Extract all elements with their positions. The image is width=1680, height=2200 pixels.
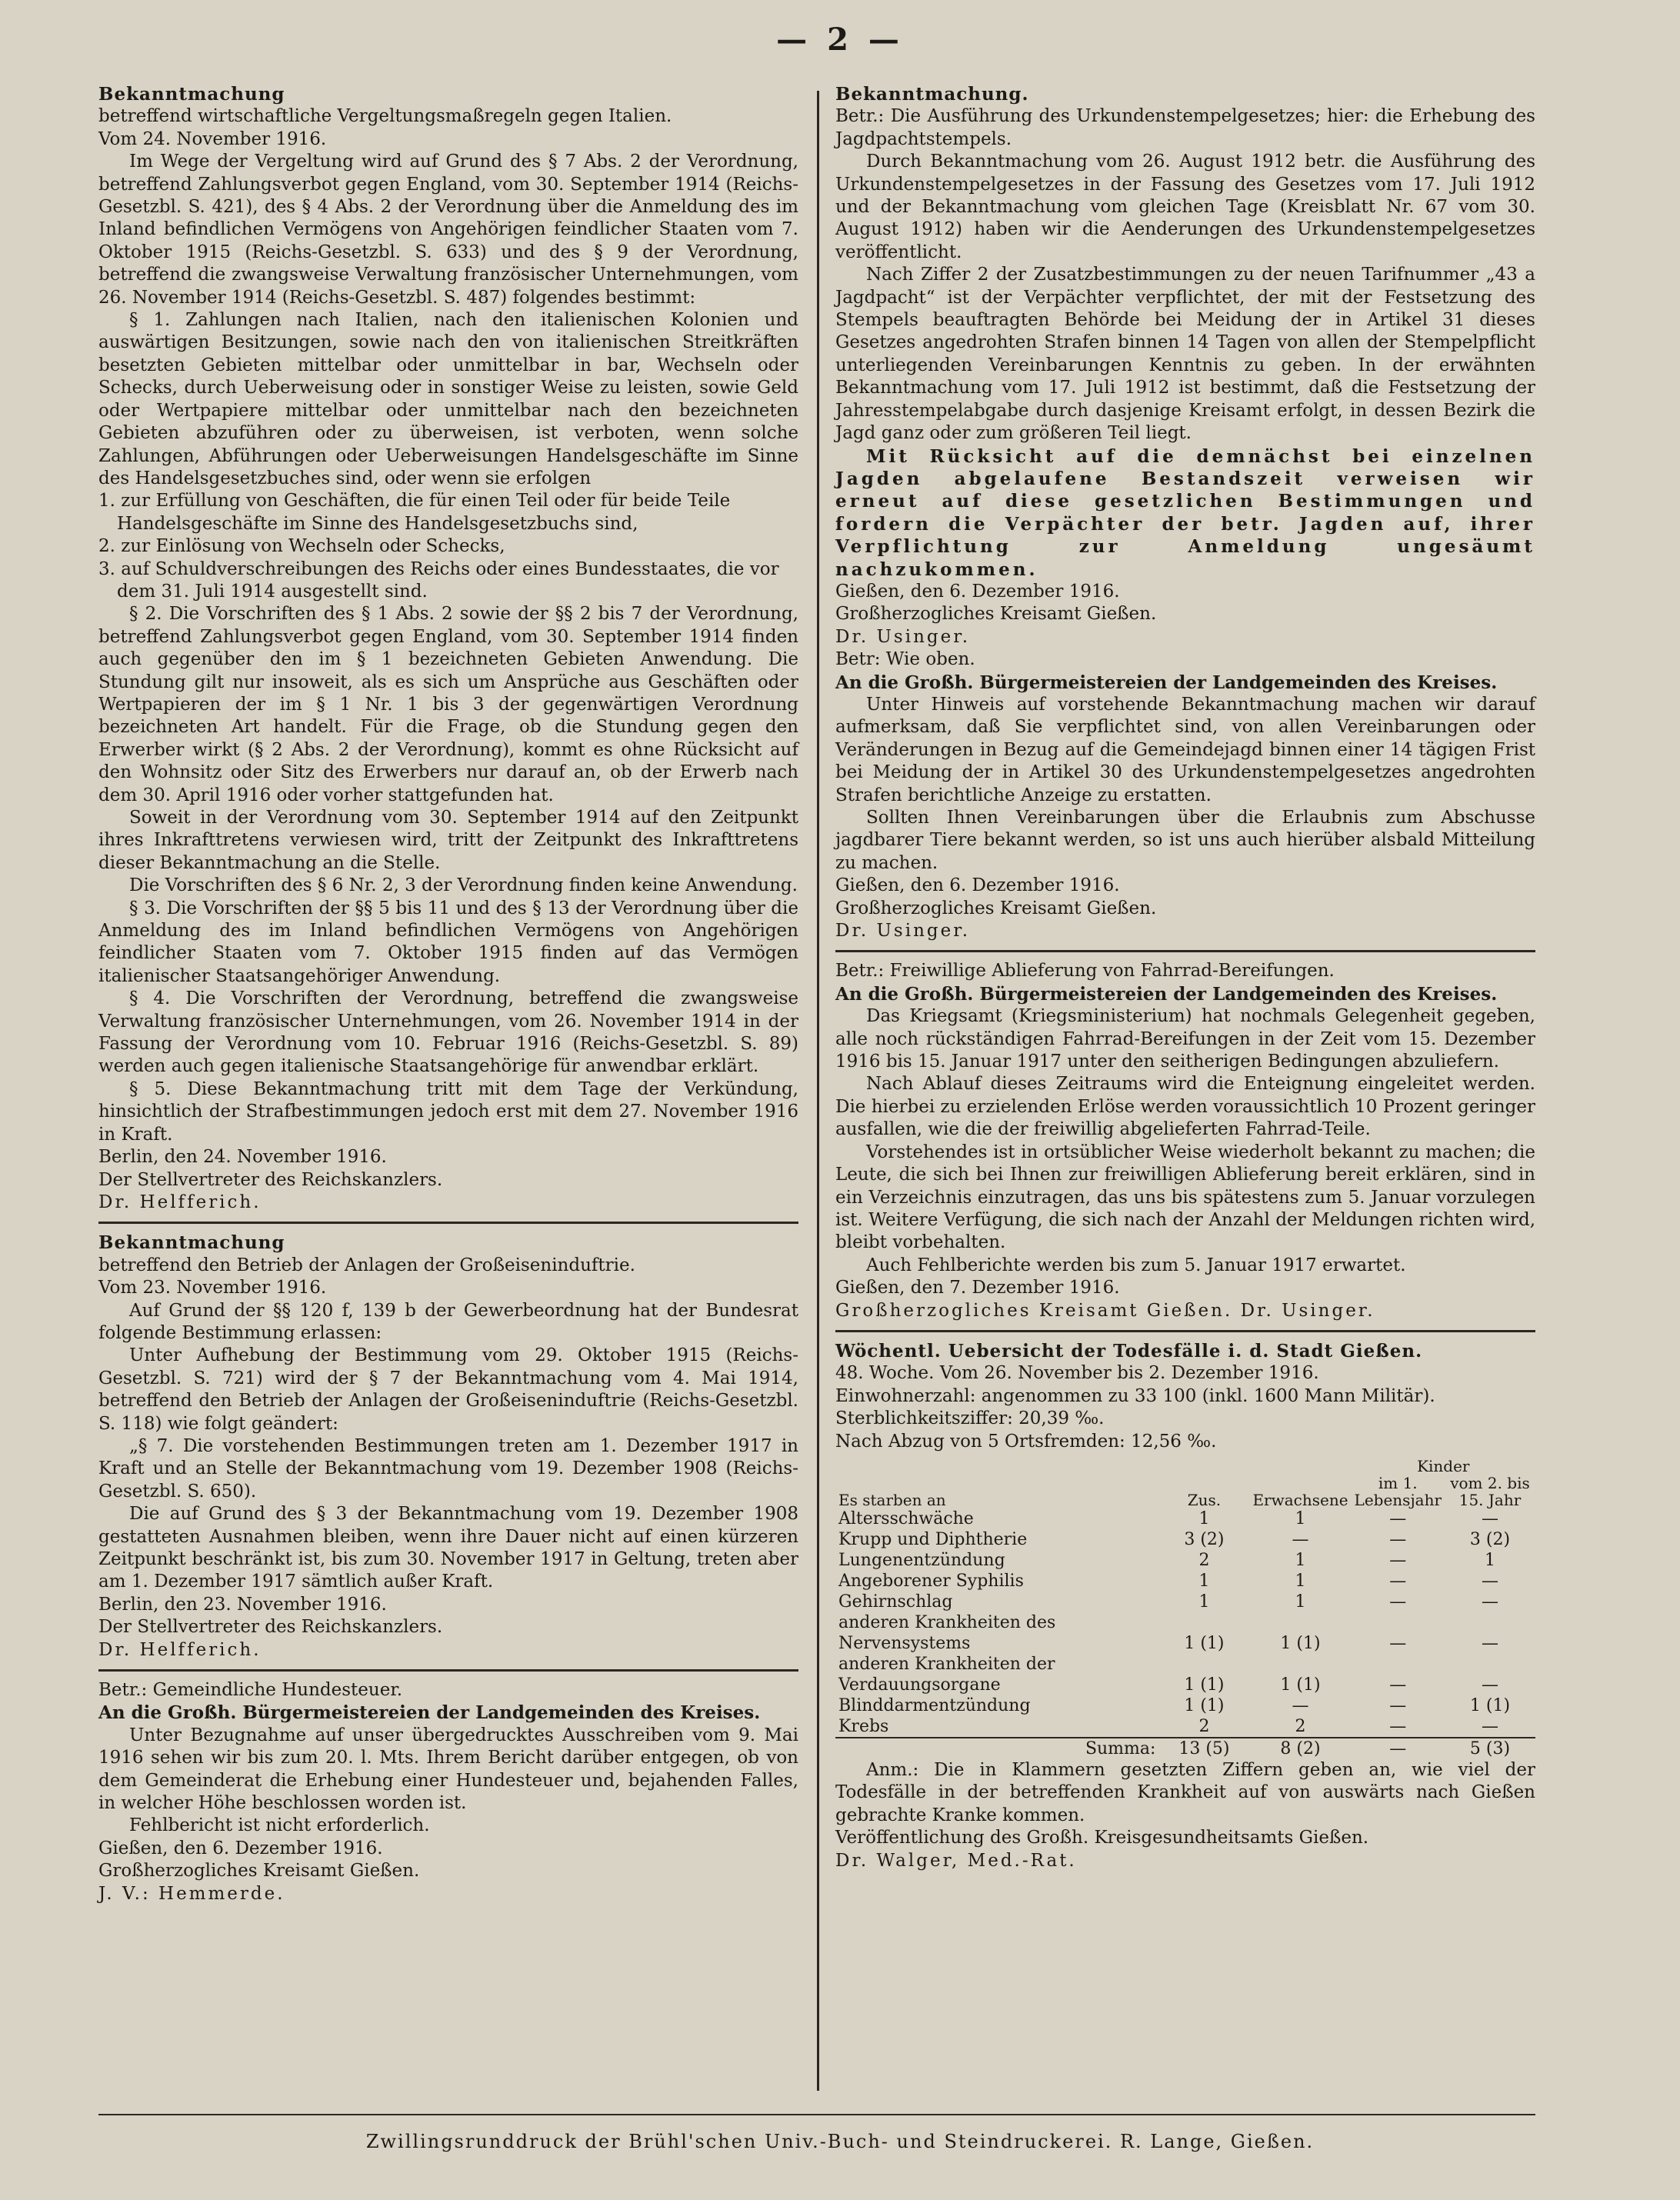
cell-adults: 1 (1)	[1280, 1633, 1321, 1653]
cell-first: —	[1389, 1529, 1407, 1549]
paragraph: Die Vorschriften des § 6 Nr. 2, 3 der Verordnung finden keine Anwendung.	[129, 875, 798, 896]
stats-rate-adjusted: Nach Abzug von 5 Ortsfremden: 12,56 ‰.	[835, 1431, 1217, 1452]
list-item: 3. auf Schuldverschreibungen des Reichs oder eines Bundesstaates, die vor dem 31. Juli 1914 ausgestellt sind.	[98, 558, 779, 602]
paragraph: § 5. Diese Bekanntmachung tritt mit dem Tage der Verkündung, hinsichtlich der Strafbestimmungen jedoch erst mit dem 27. November 1916 in Kraft.	[98, 1078, 798, 1145]
office: Großherzogliches Kreisamt Gießen.	[835, 604, 1157, 625]
paragraph: Das Kriegsamt (Kriegsministerium) hat nochmals Gelegenheit gegeben, alle noch rückständigen Fahrrad-Bereifungen in der Zeit vom 15. Dezember 1916 bis 15. Januar 1917 unter den seitherigen Bedingungen abzuliefern.	[835, 1006, 1535, 1072]
notice-title: Bekanntmachung	[98, 84, 285, 105]
table-row	[835, 1550, 1535, 1571]
signer: Dr. Walger, Med.-Rat.	[835, 1850, 1077, 1871]
cell-second: —	[1482, 1633, 1498, 1653]
stats-rate: Sterblichkeitsziffer: 20,39 ‰.	[835, 1408, 1105, 1429]
table-row	[835, 1508, 1535, 1529]
cell-second: —	[1482, 1675, 1498, 1695]
office: Großherzogliches Kreisamt Gießen.	[835, 898, 1157, 918]
paragraph: Im Wege der Vergeltung wird auf Grund des § 7 Abs. 2 der Verordnung, betreffend Zahlungsverbot gegen England, vom 30. September 1914 (Reichs-Gesetzbl. S. 421), des § 4 Abs. 2 der Verordnung über die Anmeldung des im Inland befindlichen Vermögens von Angehörigen feindlicher Staaten vom 7. Oktober 1915 (Reichs-Gesetzbl. S. 633) und des § 9 der Verordnung, betreffend die zwangsweise Verwaltung französischer Unternehmungen, vom 26. November 1914 (Reichs-Gesetzbl. S. 487) folgendes bestimmt:	[98, 152, 798, 308]
paragraph: Unter Aufhebung der Bestimmung vom 29. Oktober 1915 (Reichs-Gesetzbl. S. 721) wird der § 7 der Bekanntmachung vom 4. Mai 1914, betreffend den Betrieb der Anlagen der Großeiseninduftrie (Reichs-Gesetzbl. S. 118) wie folgt geändert:	[98, 1345, 798, 1434]
notice-hunting-stamp	[835, 83, 1535, 648]
notice-iron-industry	[98, 1232, 798, 1662]
cell-cause: Krebs	[838, 1716, 889, 1736]
cell-first: —	[1389, 1508, 1407, 1528]
section-rule	[835, 1330, 1535, 1332]
paragraph: Auf Grund der §§ 120 f, 139 b der Gewerbeordnung hat der Bundesrat folgende Bestimmung erlassen:	[98, 1300, 798, 1343]
cell-adults: 1 (1)	[1280, 1675, 1321, 1695]
cell-total: 1	[1198, 1508, 1210, 1528]
table-sum-row	[835, 1738, 1535, 1759]
cell-total: 1	[1198, 1571, 1210, 1591]
betr-line: Betr.: Freiwillige Ablieferung von Fahrrad-Bereifungen.	[835, 961, 1335, 982]
table-row	[835, 1529, 1535, 1550]
cell-adults: 1	[1295, 1550, 1306, 1570]
page-number: — 2 —	[776, 22, 904, 58]
stats-note: Anm.: Die in Klammern gesetzten Ziffern geben an, wie viel der Todesfälle in der betreffenden Krankheit auf von auswärts nach Gießen gebrachte Kranke kommen.	[835, 1759, 1535, 1825]
cell-adults: 1	[1295, 1571, 1306, 1591]
list-item: 1. zur Erfüllung von Geschäften, die für einen Teil oder für beide Teile Handelsgeschäfte im Sinne des Handelsgesetzbuchs sind,	[98, 491, 731, 534]
sum-total: 13 (5)	[1158, 1738, 1249, 1759]
cell-cause: Lungenentzündung	[838, 1550, 1005, 1570]
table-row	[835, 1612, 1535, 1654]
emphasized-paragraph: Mit Rücksicht auf die demnächst bei einzelnen Jagden abgelaufene Bestandszeit verweisen wir erneut auf diese gesetzlichen Bestimmungen und fordern die Verpächter der betr. Jagden auf, ihrer Verpflichtung zur Anmeldung ungesäumt nachzukommen.	[835, 445, 1535, 580]
cell-total: 1 (1)	[1184, 1675, 1225, 1695]
header-adults: Erwachsene	[1252, 1490, 1348, 1509]
cell-first: —	[1389, 1633, 1407, 1653]
place-date: Berlin, den 24. November 1916.	[98, 1147, 387, 1168]
stats-week: 48. Woche. Vom 26. November bis 2. Dezember 1916.	[835, 1363, 1319, 1384]
table-row	[835, 1571, 1535, 1592]
office: Der Stellvertreter des Reichskanzlers.	[98, 1169, 443, 1190]
place-date: Gießen, den 7. Dezember 1916.	[835, 1278, 1120, 1298]
paragraph: Die auf Grund des § 3 der Bekanntmachung vom 19. Dezember 1908 gestatteten Ausnahmen bleiben, wenn ihre Dauer nicht auf einen kürzeren Zeitpunkt beschränkt ist, bis zum 30. November 1917 in Geltung, treten aber am 1. Dezember 1917 sämtlich außer Kraft.	[98, 1504, 798, 1592]
signer: J. V.: Hemmerde.	[98, 1883, 285, 1904]
cell-cause: anderen Krankheiten der Verdauungsorgane	[838, 1654, 1055, 1695]
paragraph: Auch Fehlberichte werden bis zum 5. Januar 1917 erwartet.	[866, 1255, 1406, 1275]
addressee-heading: An die Großh. Bürgermeistereien der Landgemeinden des Kreises.	[835, 672, 1498, 693]
table-row	[835, 1592, 1535, 1612]
paragraph: § 1. Zahlungen nach Italien, nach den italienischen Kolonien und auswärtigen Besitzungen, sowie nach den von italienischen Streitkräften besetzten Gebieten mittelbar oder unmittelbar in bar, Wechseln oder Schecks, durch Ueberweisung oder in sonstiger Weise zu leisten, sowie Geld oder Wertpapiere mittelbar oder unmittelbar nach den bezeichneten Gebieten abzuführen oder zu überweisen, ist verboten, wenn solche Zahlungen, Abführungen oder Ueberweisungen Handelsgeschäfte im Sinne des Handelsgesetzbuches sind, oder wenn sie erfolgen	[98, 310, 798, 488]
betr-line: Betr: Wie oben.	[835, 649, 975, 670]
office: Der Stellvertreter des Reichskanzlers.	[98, 1617, 443, 1638]
place-date: Berlin, den 23. November 1916.	[98, 1594, 387, 1615]
sum-first-year: —	[1352, 1738, 1445, 1759]
right-column	[835, 83, 1535, 1872]
notice-bicycle-tires	[835, 960, 1535, 1322]
signer: Dr. Helfferich.	[98, 1192, 262, 1212]
cell-cause: Angeborener Syphilis	[838, 1571, 1024, 1591]
place-date: Gießen, den 6. Dezember 1916.	[835, 581, 1120, 602]
paragraph: Fehlbericht ist nicht erforderlich.	[129, 1815, 430, 1836]
header-cause: Es starben an	[838, 1490, 946, 1509]
printer-imprint: Zwillingsrunddruck der Brühl'schen Univ.-Buch- und Steindruckerei. R. Lange, Gießen.	[365, 2131, 1315, 2152]
place-date: Gießen, den 6. Dezember 1916.	[835, 875, 1120, 896]
left-column	[98, 83, 798, 1905]
signer: Dr. Helfferich.	[98, 1639, 262, 1660]
sum-second-year: 5 (3)	[1445, 1738, 1535, 1759]
cell-total: 2	[1198, 1550, 1210, 1570]
paragraph: Nach Ablauf dieses Zeitraums wird die Enteignung eingeleitet werden. Die hierbei zu erzielenden Erlöse werden voraussichtlich 10 Prozent geringer ausfallen, wie die der freiwillig abgelieferten Fahrrad-Teile.	[835, 1074, 1535, 1140]
sum-label: Summa:	[835, 1738, 1158, 1759]
cell-first: —	[1389, 1675, 1407, 1695]
paragraph: Soweit in der Verordnung vom 30. September 1914 auf den Zeitpunkt ihres Inkrafttretens verwiesen wird, tritt der Zeitpunkt des Inkrafttretens dieser Bekanntmachung an die Stelle.	[98, 808, 798, 873]
cell-adults: —	[1292, 1529, 1309, 1549]
list-item: 2. zur Einlösung von Wechseln oder Schecks,	[98, 536, 505, 557]
cell-cause: Blinddarmentzündung	[838, 1695, 1031, 1715]
cell-cause: Krupp und Diphtherie	[838, 1529, 1028, 1549]
notice-italy	[98, 83, 798, 1214]
paragraph: § 2. Die Vorschriften des § 1 Abs. 2 sowie der §§ 2 bis 7 der Verordnung, betreffend Zahlungsverbot gegen England, vom 30. September 1914 finden auch gegenüber den im § 1 bezeichneten Gebieten Anwendung. Die Stundung gilt nur insoweit, als es sich um Ansprüche aus Geschäften oder Wertpapieren der im § 1 Nr. 1 bis 3 der gegenwärtigen Verordnung bezeichneten Art handelt. Für die Frage, ob die Stundung gegen den Erwerber wirkt (§ 2 Abs. 2 der Verordnung), kommt es ohne Rücksicht auf den Wohnsitz oder Sitz des Erwerbers nur darauf an, ob der Erwerb nach dem 30. April 1916 oder vorher stattgefunden hat.	[98, 604, 798, 805]
cell-second: —	[1482, 1592, 1498, 1612]
addressee-heading: An die Großh. Bürgermeistereien der Landgemeinden des Kreises.	[835, 983, 1498, 1005]
cell-second: —	[1482, 1571, 1498, 1591]
notice-date: Vom 23. November 1916.	[98, 1278, 327, 1298]
notice-subtitle: betreffend den Betrieb der Anlagen der Großeiseninduftrie.	[98, 1255, 635, 1275]
cell-first: —	[1389, 1550, 1407, 1570]
cell-first: —	[1389, 1571, 1407, 1591]
office: Großherzogliches Kreisamt Gießen.	[98, 1861, 420, 1882]
cell-first: —	[1389, 1592, 1407, 1612]
column-divider	[817, 91, 819, 2091]
cell-second: 1	[1485, 1550, 1495, 1570]
table-row	[835, 1716, 1535, 1738]
cell-second: 1 (1)	[1469, 1695, 1511, 1715]
cell-adults: 1	[1295, 1508, 1306, 1528]
cell-first: —	[1389, 1716, 1407, 1736]
cell-first: —	[1389, 1695, 1407, 1715]
cell-adults: —	[1292, 1695, 1309, 1715]
section-rule	[98, 1669, 798, 1672]
notice-subtitle: betreffend wirtschaftliche Vergeltungsmaßregeln gegen Italien.	[98, 106, 672, 127]
paragraph: Unter Bezugnahme auf unser übergedrucktes Ausschreiben vom 9. Mai 1916 sehen wir bis zum 20. l. Mts. Ihrem Bericht darüber entgegen, ob von dem Gemeinderat die Erhebung einer Hundesteuer und, bejahenden Falles, in welcher Höhe beschlossen worden ist.	[98, 1725, 798, 1814]
paragraph: § 3. Die Vorschriften der §§ 5 bis 11 und des § 13 der Verordnung über die Anmeldung des im Inland befindlichen Vermögens von Angehörigen feindlicher Staaten vom 7. Oktober 1915 finden auf das Vermögen italienischer Staatsangehöriger Anwendung.	[98, 898, 798, 986]
notice-dog-tax	[98, 1679, 798, 1905]
table-row	[835, 1654, 1535, 1695]
stats-title: Wöchentl. Uebersicht der Todesfälle i. d. Stadt Gießen.	[835, 1340, 1423, 1362]
paragraph: Nach Ziffer 2 der Zusatzbestimmungen zu der neuen Tarifnummer „43 a Jagdpacht“ ist der Verpächter verpflichtet, der mit der Festsetzung des Stempels beauftragten Behörde bei Meidung der in Artikel 31 dieses Gesetzes angedrohten Strafen binnen 14 Tagen von allen der Stempelpflicht unterliegenden Vereinbarungen Kenntnis zu geben. In der erwähnten Bekanntmachung vom 17. Juli 1912 ist bestimmt, daß die Festsetzung der Jahresstempelabgabe durch dasjenige Kreisamt erfolgt, in dessen Bezirk die Jagd ganz oder zum größeren Teil liegt.	[835, 265, 1535, 444]
cell-total: 1 (1)	[1184, 1633, 1225, 1653]
mortality-table	[835, 1458, 1535, 1759]
cell-total: 3 (2)	[1184, 1529, 1225, 1549]
paragraph: § 4. Die Vorschriften der Verordnung, betreffend die zwangsweise Verwaltung französischer Unternehmungen, vom 26. November 1914 in der Fassung der Verordnung vom 10. Februar 1916 (Reichs-Gesetzbl. S. 89) werden auch gegen italienische Staatsangehörige für anwendbar erklärt.	[98, 988, 798, 1077]
cell-cause: Gehirnschlag	[838, 1592, 953, 1612]
paragraph: Durch Bekanntmachung vom 26. August 1912 betr. die Ausführung des Urkundenstempelgesetzes in der Fassung des Gesetzes vom 17. Juli 1912 und der Bekanntmachung vom gleichen Tage (Kreisblatt Nr. 67 vom 30. August 1912) haben wir die Aenderungen des Urkundenstempelgesetzes veröffentlicht.	[835, 152, 1535, 262]
notice-date: Vom 24. November 1916.	[98, 128, 327, 149]
cell-total: 1	[1198, 1592, 1210, 1612]
header-total: Zus.	[1187, 1490, 1222, 1509]
paragraph: Unter Hinweis auf vorstehende Bekanntmachung machen wir darauf aufmerksam, daß Sie verpflichtet sind, von allen Vereinbarungen oder Veränderungen in Bezug auf die Gemeindejagd binnen einer 14 tägigen Frist bei Meidung der in Artikel 30 des Urkundenstempelgesetzes angedrohten Strafen berichtliche Anzeige zu erstatten.	[835, 694, 1535, 805]
notice-title: Bekanntmachung	[98, 1232, 285, 1254]
cell-cause: Altersschwäche	[838, 1508, 974, 1528]
table-row	[835, 1695, 1535, 1716]
cell-total: 2	[1198, 1716, 1210, 1736]
section-rule	[835, 950, 1535, 952]
cell-adults: 1	[1295, 1592, 1306, 1612]
signer: Dr. Usinger.	[835, 921, 970, 942]
cell-adults: 2	[1295, 1716, 1306, 1736]
numbered-list	[98, 490, 798, 603]
mortality-table-body	[835, 1508, 1535, 1738]
cell-second: —	[1482, 1716, 1498, 1736]
header-children: Kinder	[1417, 1456, 1470, 1475]
cell-second: 3 (2)	[1469, 1529, 1511, 1549]
paragraph: Sollten Ihnen Vereinbarungen über die Erlaubnis zum Abschusse jagdbarer Tiere bekannt werden, so ist uns auch hierüber alsbald Mitteilung zu machen.	[835, 808, 1535, 873]
betr-line: Betr.: Die Ausführung des Urkundenstempelgesetzes; hier: die Erhebung des Jagdpachtstempels.	[835, 106, 1535, 149]
header-second-year: vom 2. bis 15. Jahr	[1450, 1473, 1530, 1509]
paragraph: „§ 7. Die vorstehenden Bestimmungen treten am 1. Dezember 1917 in Kraft und an Stelle der Bekanntmachung vom 19. Dezember 1908 (Reichs-Gesetzbl. S. 650).	[98, 1435, 798, 1502]
cell-total: 1 (1)	[1184, 1695, 1225, 1715]
death-statistics	[835, 1340, 1535, 1872]
paragraph: Vorstehendes ist in ortsüblicher Weise wiederholt bekannt zu machen; die Leute, die sich bei Ihnen zur freiwilligen Ablieferung bereit erklären, sind in ein Verzeichnis einzutragen, das uns bis spätestens zum 5. Januar vorzulegen ist. Weitere Verfügung, die sich nach der Anzahl der Meldungen richten wird, bleibt vorbehalten.	[835, 1142, 1535, 1253]
addressee-heading: An die Großh. Bürgermeistereien der Landgemeinden des Kreises.	[98, 1702, 761, 1724]
header-first-year: im 1. Lebensjahr	[1354, 1473, 1442, 1509]
betr-line: Betr.: Gemeindliche Hundesteuer.	[98, 1680, 403, 1701]
cell-cause: anderen Krankheiten des Nervensystems	[838, 1612, 1056, 1653]
notice-title: Bekanntmachung.	[835, 84, 1029, 105]
cell-second: —	[1482, 1508, 1498, 1528]
stats-source: Veröffentlichung des Großh. Kreisgesundheitsamts Gießen.	[835, 1828, 1369, 1848]
signer: Dr. Usinger.	[835, 626, 970, 647]
notice-hunting-mayors	[835, 648, 1535, 942]
sum-adults: 8 (2)	[1249, 1738, 1351, 1759]
stats-population: Einwohnerzahl: angenommen zu 33 100 (inkl. 1600 Mann Militär).	[835, 1385, 1435, 1406]
section-rule	[98, 1222, 798, 1224]
place-date: Gießen, den 6. Dezember 1916.	[98, 1838, 383, 1858]
signer: Großherzogliches Kreisamt Gießen. Dr. Usinger.	[835, 1300, 1375, 1321]
footer-rule	[98, 2114, 1535, 2115]
